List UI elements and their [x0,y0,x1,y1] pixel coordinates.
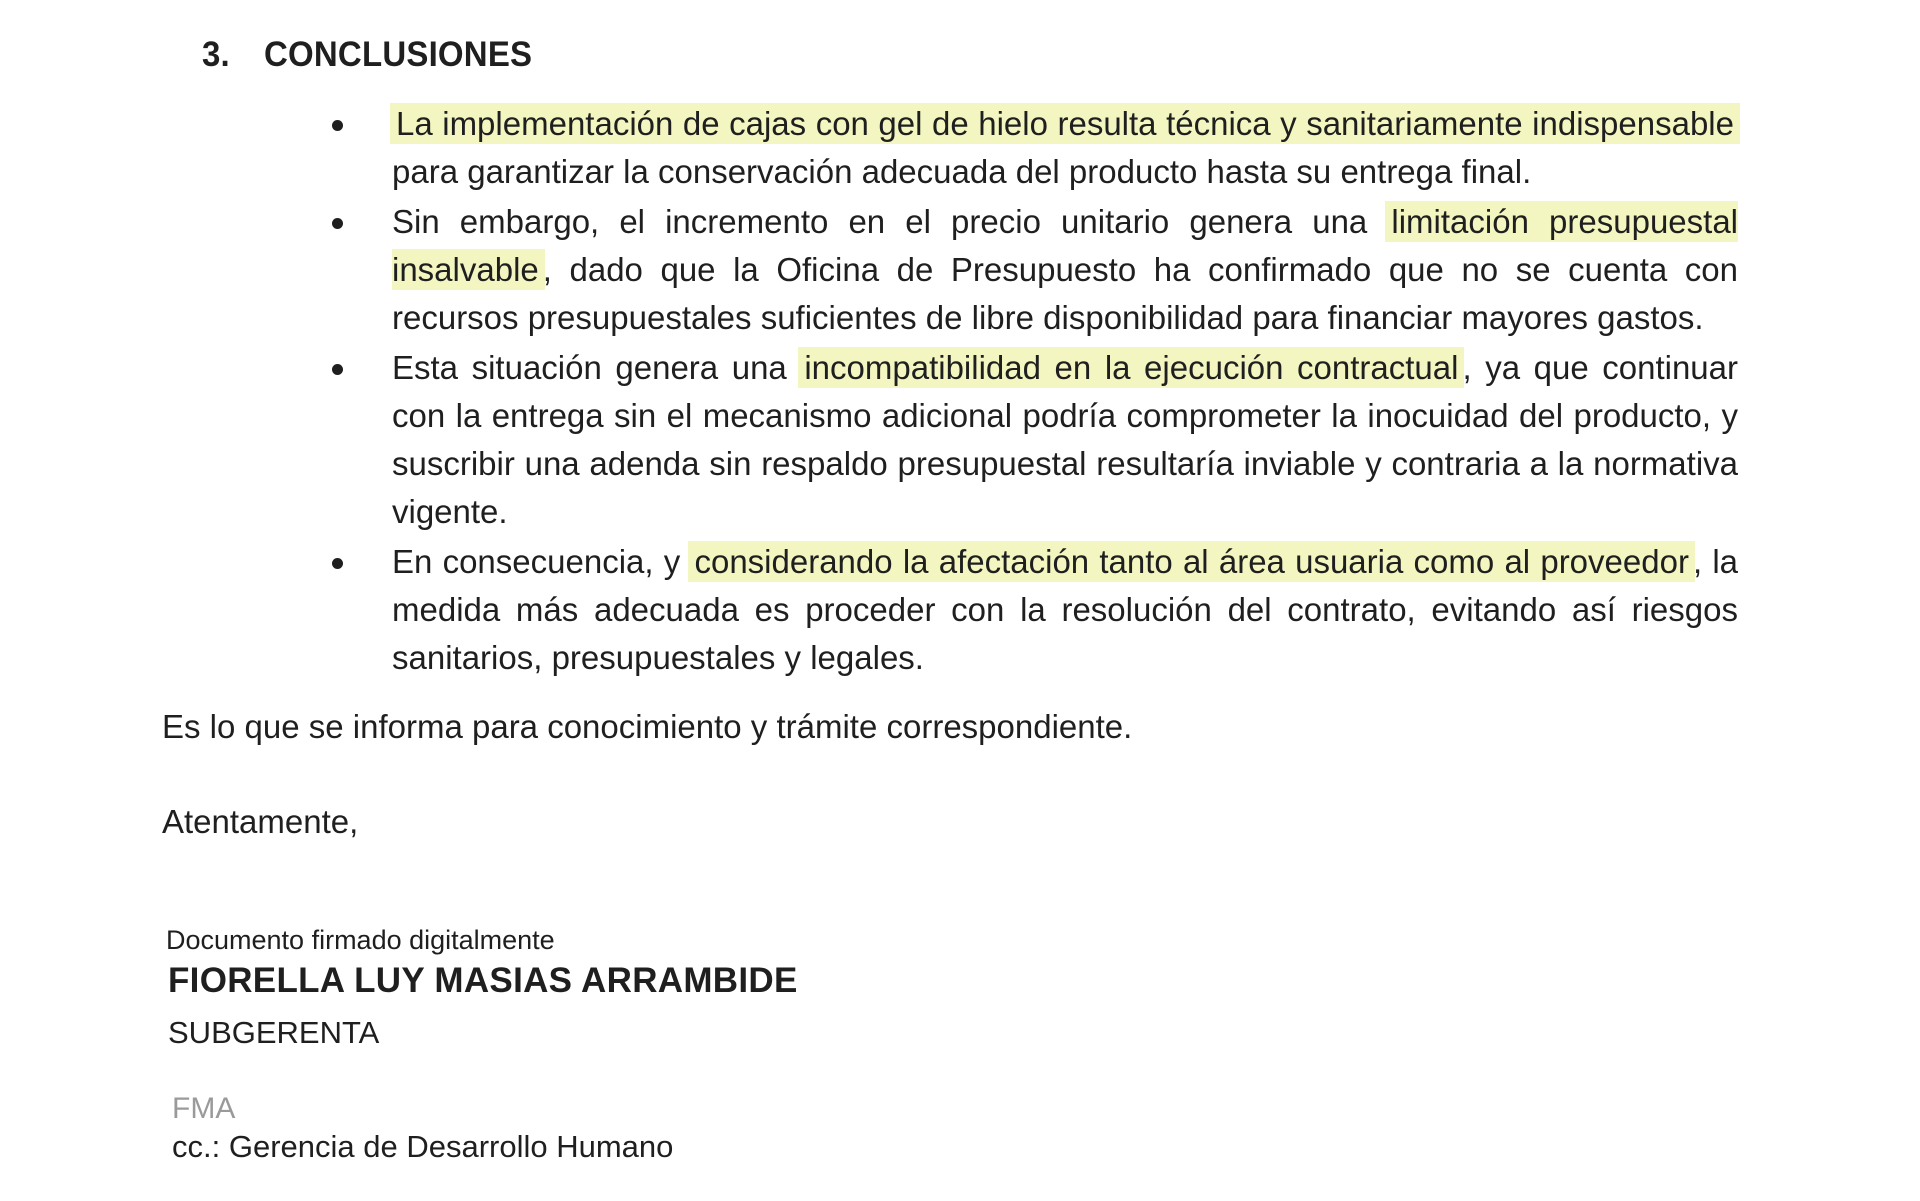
list-item [330,198,1738,342]
signer-name: FIORELLA LUY MASIAS ARRAMBIDE [168,961,798,1000]
item-text: En consecuencia, y [392,543,691,580]
digital-signature-note: Documento firmado digitalmente [166,925,555,955]
bullet-icon [332,120,343,131]
greeting: Atentamente, [162,803,359,840]
section-number: 3. [202,34,230,74]
signer-title: SUBGERENTA [168,1015,380,1050]
item-text: , la medida más adecuada es proceder con la resolución del contrato, evitando así riesgos sanitarios, presupuestales y legales. [392,543,1738,676]
bullet-icon [332,218,343,229]
highlighted-text: incompatibilidad en la ejecución contractual [800,349,1462,386]
item-text: Esta situación genera una [392,349,801,386]
item-text: , dado que la Oficina de Presupuesto ha confirmado que no se cuenta con recursos presupuestales suficientes de libre disponibilidad para financiar mayores gastos. [392,251,1738,336]
item-text: , ya que continuar con la entrega sin el mecanismo adicional podría comprometer la inocuidad del producto, y suscribir una adenda sin respaldo presupuestal resultaría inviable y contraria a la normativa vigente. [392,349,1739,530]
bullet-icon [332,364,343,375]
highlighted-text: La implementación de cajas con gel de hielo resulta técnica y sanitariamente indispensable [392,105,1738,142]
highlighted-text: limitación presupuestal insalvable [392,203,1738,288]
initials: FMA [172,1092,236,1125]
bullet-icon [332,558,343,569]
closing-paragraph: Es lo que se informa para conocimiento y trámite correspondiente. [162,708,1133,745]
section-heading [202,34,532,74]
item-text: Sin embargo, el incremento en el precio unitario genera una [392,203,1388,240]
list-item [330,344,1738,536]
section-title: CONCLUSIONES [264,34,533,74]
list-item [330,100,1738,196]
cc-line: cc.: Gerencia de Desarrollo Humano [172,1129,674,1164]
highlighted-text: considerando la afectación tanto al área usuaria como al proveedor [690,543,1692,580]
item-text: para garantizar la conservación adecuada del producto hasta su entrega final. [392,153,1532,190]
list-item [330,538,1738,682]
conclusions-list [330,100,1738,684]
